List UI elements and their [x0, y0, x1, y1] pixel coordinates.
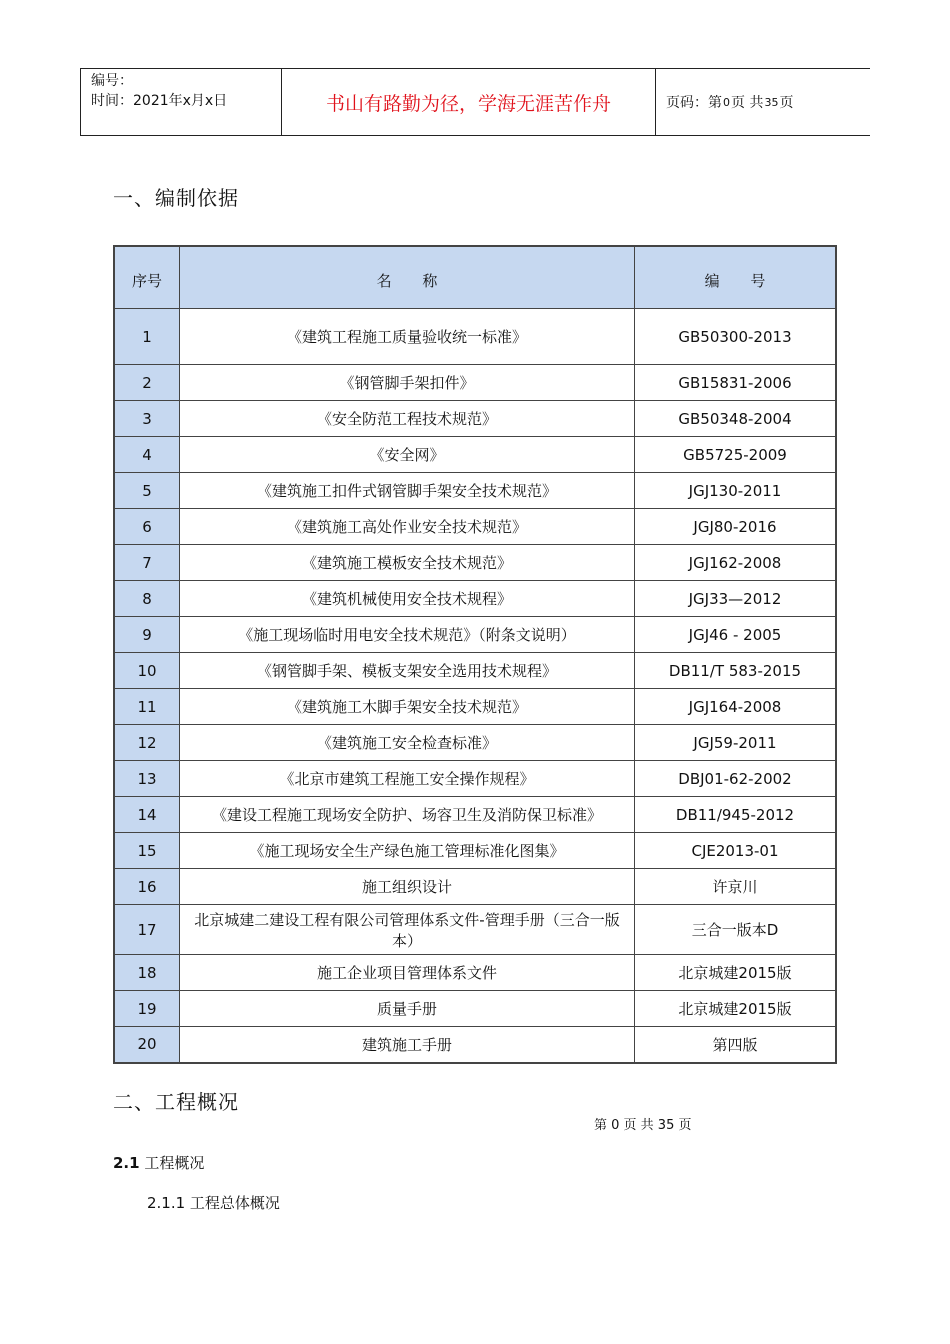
- row-name: 《北京市建筑工程施工安全操作规程》: [180, 761, 635, 797]
- row-name: 《建筑机械使用安全技术规程》: [180, 581, 635, 617]
- row-code: 北京城建2015版: [635, 991, 837, 1027]
- header-code: 编 号: [635, 246, 837, 309]
- subsection-number: 2.1: [113, 1154, 140, 1172]
- row-name: 《建筑施工高处作业安全技术规范》: [180, 509, 635, 545]
- row-index: 9: [114, 617, 180, 653]
- row-index: 2: [114, 365, 180, 401]
- row-name: 建筑施工手册: [180, 1027, 635, 1063]
- row-code: JGJ164-2008: [635, 689, 837, 725]
- row-code: JGJ80-2016: [635, 509, 837, 545]
- table-row: [114, 617, 836, 653]
- table-row: [114, 761, 836, 797]
- row-code: JGJ46 - 2005: [635, 617, 837, 653]
- row-code: GB50348-2004: [635, 401, 837, 437]
- row-index: 5: [114, 473, 180, 509]
- section-title-overview: 二、工程概况: [113, 1090, 239, 1114]
- table-row: [114, 797, 836, 833]
- row-name: 《建筑工程施工质量验收统一标准》: [180, 309, 635, 365]
- row-index: 3: [114, 401, 180, 437]
- table-row: [114, 581, 836, 617]
- row-name: 《建设工程施工现场安全防护、场容卫生及消防保卫标准》: [180, 797, 635, 833]
- table-row: [114, 905, 836, 955]
- row-index: 20: [114, 1027, 180, 1063]
- row-code: 许京川: [635, 869, 837, 905]
- row-index: 13: [114, 761, 180, 797]
- row-index: 6: [114, 509, 180, 545]
- page-suffix: 页: [779, 95, 794, 111]
- table-row: [114, 955, 836, 991]
- row-index: 15: [114, 833, 180, 869]
- row-code: JGJ33—2012: [635, 581, 837, 617]
- row-index: 7: [114, 545, 180, 581]
- document-number-label: 编号：: [91, 73, 133, 89]
- row-index: 11: [114, 689, 180, 725]
- row-code: JGJ59-2011: [635, 725, 837, 761]
- row-index: 12: [114, 725, 180, 761]
- row-code: 北京城建2015版: [635, 955, 837, 991]
- row-code: JGJ130-2011: [635, 473, 837, 509]
- table-row: [114, 545, 836, 581]
- row-code: CJE2013-01: [635, 833, 837, 869]
- header-motto: 书山有路勤为径，学海无涯苦作舟: [282, 69, 656, 135]
- table-row: [114, 473, 836, 509]
- section-title-basis: 一、编制依据: [113, 186, 239, 210]
- row-code: GB5725-2009: [635, 437, 837, 473]
- page-mid: 页 共: [731, 95, 764, 111]
- table-row: [114, 365, 836, 401]
- header-page-number: [656, 69, 870, 135]
- table-row: [114, 833, 836, 869]
- row-name: 施工组织设计: [180, 869, 635, 905]
- table-row: [114, 991, 836, 1027]
- row-name: 《钢管脚手架扣件》: [180, 365, 635, 401]
- row-index: 14: [114, 797, 180, 833]
- table-header-row: [114, 246, 836, 309]
- row-name: 北京城建二建设工程有限公司管理体系文件-管理手册（三合一版本）: [180, 905, 635, 955]
- table-body: [114, 309, 836, 1063]
- row-index: 17: [114, 905, 180, 955]
- header-meta: [81, 69, 282, 135]
- row-name: 施工企业项目管理体系文件: [180, 955, 635, 991]
- table-row: [114, 401, 836, 437]
- table-row: [114, 725, 836, 761]
- document-time-label: 时间：2021年x月x日: [91, 93, 228, 109]
- row-code: 三合一版本D: [635, 905, 837, 955]
- row-index: 19: [114, 991, 180, 1027]
- row-name: 《施工现场临时用电安全技术规范》（附条文说明）: [180, 617, 635, 653]
- row-name: 质量手册: [180, 991, 635, 1027]
- row-name: 《安全网》: [180, 437, 635, 473]
- row-name: 《建筑施工安全检查标准》: [180, 725, 635, 761]
- row-name: 《施工现场安全生产绿色施工管理标准化图集》: [180, 833, 635, 869]
- header-idx: 序号: [114, 246, 180, 309]
- subsection-title: 工程概况: [144, 1154, 205, 1172]
- table-row: [114, 509, 836, 545]
- page-prefix: 页码：第: [666, 95, 722, 111]
- page-header: [80, 68, 870, 136]
- table-row: [114, 437, 836, 473]
- subsection-2-1-1: 2.1.1 工程总体概况: [147, 1194, 280, 1212]
- basis-table: [113, 245, 837, 1064]
- row-code: 第四版: [635, 1027, 837, 1063]
- table-row: [114, 689, 836, 725]
- row-index: 8: [114, 581, 180, 617]
- row-name: 《钢管脚手架、模板支架安全选用技术规程》: [180, 653, 635, 689]
- table-row: [114, 869, 836, 905]
- row-index: 16: [114, 869, 180, 905]
- row-name: 《建筑施工木脚手架安全技术规范》: [180, 689, 635, 725]
- row-index: 10: [114, 653, 180, 689]
- row-code: DB11/945-2012: [635, 797, 837, 833]
- row-code: DBJ01-62-2002: [635, 761, 837, 797]
- footer-page-number: 第 0 页 共 35 页: [594, 1118, 692, 1133]
- page-current: 0: [723, 95, 730, 109]
- row-name: 《建筑施工扣件式钢管脚手架安全技术规范》: [180, 473, 635, 509]
- subsection-2-1: [113, 1152, 204, 1173]
- table-row: [114, 653, 836, 689]
- row-code: JGJ162-2008: [635, 545, 837, 581]
- row-index: 18: [114, 955, 180, 991]
- row-code: GB15831-2006: [635, 365, 837, 401]
- header-name: 名 称: [180, 246, 635, 309]
- row-code: DB11/T 583-2015: [635, 653, 837, 689]
- table-row: [114, 1027, 836, 1063]
- row-code: GB50300-2013: [635, 309, 837, 365]
- row-index: 1: [114, 309, 180, 365]
- page-total: 35: [764, 95, 779, 109]
- row-name: 《安全防范工程技术规范》: [180, 401, 635, 437]
- row-index: 4: [114, 437, 180, 473]
- table-row: [114, 309, 836, 365]
- row-name: 《建筑施工模板安全技术规范》: [180, 545, 635, 581]
